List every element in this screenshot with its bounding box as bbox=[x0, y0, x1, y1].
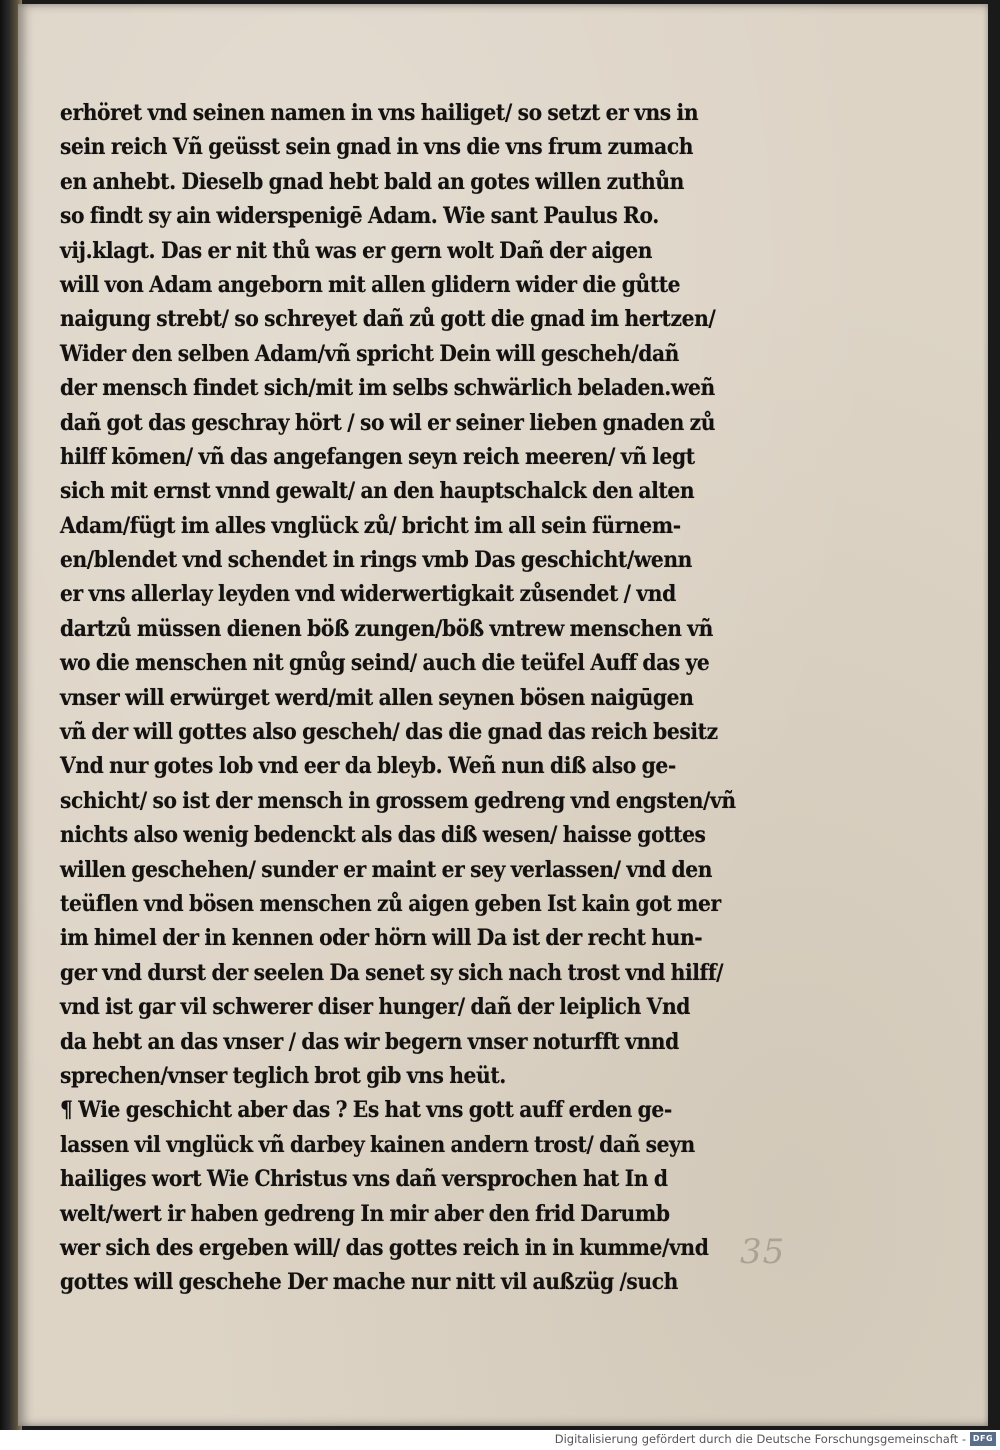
text-line: im himel der in kennen oder hörn will Da ist der recht hun- bbox=[60, 925, 703, 952]
text-line: Wider den selben Adam/vñ spricht Dein will gescheh/dañ bbox=[60, 340, 679, 367]
text-line: wer sich des ergeben will/ das gottes reich in in kumme/vnd bbox=[60, 1234, 709, 1261]
text-line: sein reich Vñ geüsst sein gnad in vns die vns frum zumach bbox=[60, 134, 694, 161]
text-line: en/blendet vnd schendet in rings vmb Das geschicht/wenn bbox=[60, 547, 692, 574]
text-line: naigung strebt/ so schreyet dañ zů gott die gnad im hertzen/ bbox=[60, 306, 716, 333]
text-line: teüflen vnd bösen menschen zů aigen geben Ist kain got mer bbox=[60, 890, 721, 917]
digitization-footer bbox=[0, 1430, 1000, 1450]
text-line: vnser will erwürget werd/mit allen seynen bösen naigūgen bbox=[60, 684, 694, 711]
text-line: Vnd nur gotes lob vnd eer da bleyb. Weñ nun diß also ge- bbox=[60, 753, 676, 780]
text-line: Adam/fügt im alles vnglück zů/ bricht im all sein fürnem- bbox=[60, 512, 681, 539]
text-line: sich mit ernst vnnd gewalt/ an den hauptschalck den alten bbox=[60, 478, 695, 505]
book-page bbox=[18, 4, 988, 1426]
page-number: 35 bbox=[740, 1232, 786, 1272]
text-line: der mensch findet sich/mit im selbs schwärlich beladen.weñ bbox=[60, 375, 715, 402]
text-line: da hebt an das vnser / das wir begern vnser noturfft vnnd bbox=[60, 1028, 679, 1055]
text-line: schicht/ so ist der mensch in grossem gedreng vnd engsten/vñ bbox=[60, 787, 736, 814]
blackletter-text-block bbox=[60, 96, 820, 1300]
text-line: nichts also wenig bedenckt als das diß wesen/ haisse gottes bbox=[60, 822, 706, 849]
funding-credit: Digitalisierung gefördert durch die Deutsche Forschungsgemeinschaft - bbox=[554, 1432, 966, 1446]
text-line: dartzů müssen dienen böß zungen/böß vntrew menschen vñ bbox=[60, 615, 713, 642]
text-line: lassen vil vnglück vñ darbey kainen andern trost/ dañ seyn bbox=[60, 1131, 695, 1158]
text-line: wo die menschen nit gnůg seind/ auch die teüfel Auff das ye bbox=[60, 650, 710, 677]
text-line: erhöret vnd seinen namen in vns hailiget/ so setzt er vns in bbox=[60, 100, 699, 126]
text-line: so findt sy ain widerspenigē Adam. Wie sant Paulus Ro. bbox=[60, 203, 659, 230]
text-line: en anhebt. Dieselb gnad hebt bald an gotes willen zuthůn bbox=[60, 168, 684, 195]
text-line: vñ der will gottes also gescheh/ das die gnad das reich besitz bbox=[60, 719, 718, 746]
text-line: vij.klagt. Das er nit thů was er gern wolt Dañ der aigen bbox=[60, 237, 653, 264]
text-line: will von Adam angeborn mit allen glidern wider die gůtte bbox=[60, 271, 681, 298]
text-line: er vns allerlay leyden vnd widerwertigkait zůsendet / vnd bbox=[60, 581, 676, 608]
text-line: vnd ist gar vil schwerer diser hunger/ dañ der leiplich Vnd bbox=[60, 994, 691, 1021]
text-line: sprechen/vnser teglich brot gib vns heüt. bbox=[60, 1062, 506, 1089]
text-line: hailiges wort Wie Christus vns dañ versprochen hat In d bbox=[60, 1166, 668, 1193]
dfg-logo-icon: DFG bbox=[970, 1432, 996, 1446]
text-line: ger vnd durst der seelen Da senet sy sich nach trost vnd hilff/ bbox=[60, 959, 724, 986]
text-line: welt/wert ir haben gedreng In mir aber den frid Darumb bbox=[60, 1200, 670, 1227]
text-line: willen geschehen/ sunder er maint er sey verlassen/ vnd den bbox=[60, 856, 713, 883]
text-line: dañ got das geschray hört / so wil er seiner lieben gnaden zů bbox=[60, 409, 716, 436]
text-line: gottes will geschehe Der mache nur nitt vil außzüg /such bbox=[60, 1269, 679, 1296]
text-line: ¶ Wie geschicht aber das ? Es hat vns gott auff erden ge- bbox=[60, 1097, 672, 1124]
text-line: hilff kōmen/ vñ das angefangen seyn reich meeren/ vñ legt bbox=[60, 443, 695, 470]
